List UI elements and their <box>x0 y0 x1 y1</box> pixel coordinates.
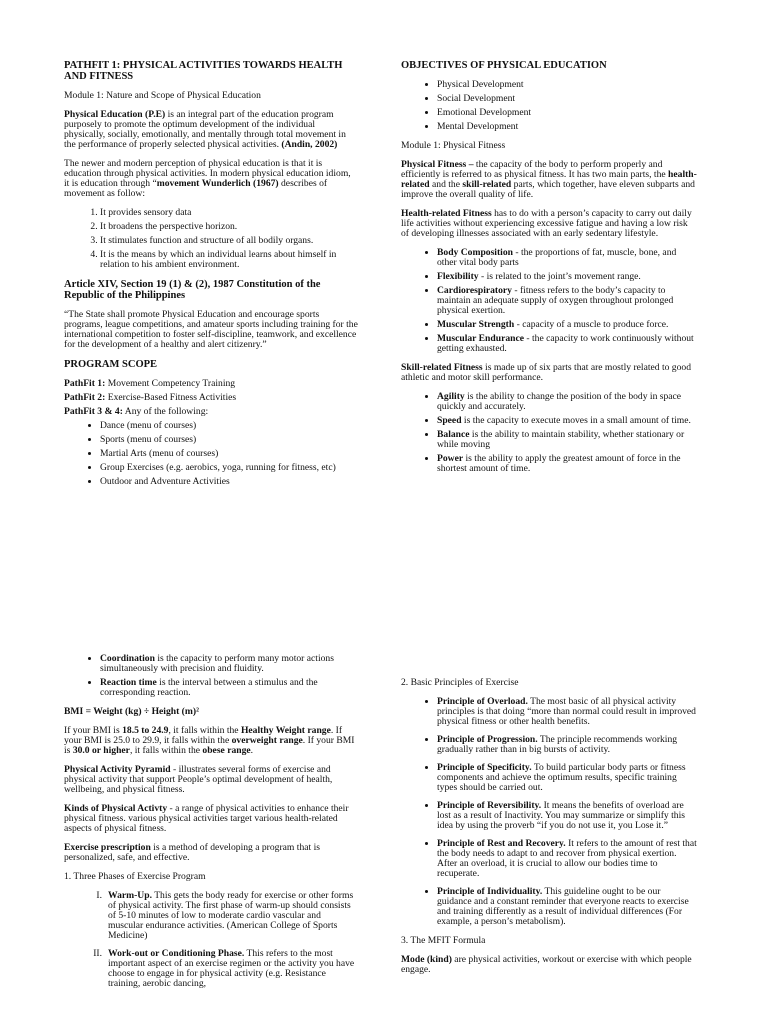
exercise-prescription-text: is a method of developing a program that is personalized, safe, and effective. <box>64 842 320 863</box>
skill-component-term: Reaction time <box>100 677 157 688</box>
phase-number: I. <box>96 890 102 901</box>
course-list-item: • Outdoor and Adventure Activities <box>100 477 358 487</box>
health-component-text: - the proportions of fat, muscle, bone, and other vital body parts <box>437 247 677 268</box>
principle-term: Principle of Overload. <box>437 696 528 707</box>
right-column-top <box>401 60 697 483</box>
health-related-fitness-text: has to do with a person’s capacity to carry out daily life activities without experiencing excessive fatigue and having a low risk of developing illnesses associated with an early sedentary lifestyle. <box>401 208 692 239</box>
objectives-list-item: • Emotional Development <box>437 108 697 118</box>
skill-related-fitness-text: is made up of six parts that are mostly related to good athletic and motor skill performance. <box>401 362 691 383</box>
physical-fitness-pre: the capacity of the body to perform properly and efficiently is referred to as physical fitness. It has two main parts, the <box>401 159 669 180</box>
principle-text: It refers to the amount of rest that the body needs to adapt to and recover from physical exertion. After an overload, it is crucial to allow our bodies time to recuperate. <box>437 838 697 879</box>
movement-list-item: 2. It broadens the perspective horizon. <box>100 222 358 232</box>
skill-component-text: is the ability to maintain stability, whether stationary or while moving <box>437 429 685 450</box>
page-bottom-half <box>0 640 760 1024</box>
bmi-text-pre: If your BMI is <box>64 725 123 736</box>
principle-term: Principle of Specificity. <box>437 762 532 773</box>
principle-item <box>437 735 697 755</box>
skill-related-term: skill-related <box>462 179 512 190</box>
activity-pyramid-definition <box>64 765 358 795</box>
kinds-activity-text: - a range of physical activities to enhance their physical fitness. various physical activities target various health-related aspects of physical fitness. <box>64 803 349 834</box>
health-component-text: - the capacity to work continuously without getting exhausted. <box>437 333 694 354</box>
basic-principles-heading: 2. Basic Principles of Exercise <box>401 677 519 688</box>
bmi-healthy-range-value: 18.5 to 24.9 <box>122 725 169 736</box>
phase-item <box>84 891 358 941</box>
bmi-obese-value: 30.0 or higher <box>72 745 130 756</box>
course-list <box>64 421 358 487</box>
health-component-term: Body Composition <box>437 247 513 258</box>
wunderlich-citation: Wunderlich (1967) <box>201 178 279 189</box>
health-related-fitness-term: Health-related Fitness <box>401 208 492 219</box>
pathfit-2-label: PathFit 2: <box>64 392 106 403</box>
phase-term: Warm-Up. <box>108 890 152 901</box>
bmi-text-mid-2: . If your BMI is 25.0 to 29.9, it falls within the <box>64 725 343 746</box>
movement-intro-post: describes of movement as follow: <box>64 178 328 199</box>
constitution-quote: “The State shall promote Physical Education and encourage sports programs, league competitions, and amateur sports including training for the international competition to foster self-discipline, teamwork, and excellence for the development of a healthy and alert citizenry.” <box>64 309 358 350</box>
phase-item <box>84 949 358 989</box>
health-component-text: - capacity of a muscle to produce force. <box>514 319 669 330</box>
principle-term: Principle of Individuality. <box>437 886 543 897</box>
health-component-item <box>437 320 697 330</box>
principle-text: To build particular body parts or fitness components and achieve the optimum results, specific training types should be carried out. <box>437 762 686 793</box>
bmi-formula: BMI = Weight (kg) ÷ Height (m)² <box>64 706 199 717</box>
skill-component-item <box>437 454 697 474</box>
skill-component-text: is the capacity to perform many motor actions simultaneously with precision and fluidity. <box>100 653 334 674</box>
pathfit-3-4-line <box>64 407 358 417</box>
principle-term: Principle of Progression. <box>437 734 538 745</box>
pathfit-3-4-label: PathFit 3 & 4: <box>64 406 123 417</box>
bmi-ranges <box>64 726 358 756</box>
pe-definition-citation: (Andin, 2002) <box>281 139 338 150</box>
skill-component-term: Power <box>437 453 464 464</box>
pathfit-3-4-text: Any of the following: <box>122 406 209 417</box>
health-component-item <box>437 286 697 316</box>
principle-text: It means the benefits of overload are lost as a result of Inactivity. You may summarize or simplify this idea by using the proverb “if you do not use it, you Lose it.” <box>437 800 685 831</box>
skill-components-list <box>401 392 697 474</box>
activity-pyramid-text: - illustrates several forms of exercise and physical activity that support People’s optimal development of health, wellbeing, and physical fitness. <box>64 764 333 795</box>
principle-term: Principle of Rest and Recovery. <box>437 838 566 849</box>
skill-component-term: Speed <box>437 415 462 426</box>
principle-term: Principle of Reversibility. <box>437 800 542 811</box>
skill-component-item <box>100 654 358 674</box>
physical-fitness-mid: and the <box>429 179 463 190</box>
skill-component-text: is the capacity to execute moves in a small amount of time. <box>461 415 691 426</box>
health-component-term: Flexibility <box>437 271 479 282</box>
skill-component-item <box>100 678 358 698</box>
health-related-fitness-definition <box>401 209 697 239</box>
physical-fitness-module-heading: Module 1: Physical Fitness <box>401 140 506 151</box>
exercise-prescription-term: Exercise prescription <box>64 842 151 853</box>
pe-definition-term: Physical Education (P.E) <box>64 109 166 120</box>
movement-intro-pre: The newer and modern perception of physical education is that it is education through physical activities. In modern physical education idiom, it is education through “ <box>64 158 351 189</box>
movement-intro <box>64 159 358 199</box>
health-component-term: Cardiorespiratory <box>437 285 512 296</box>
left-column-top <box>64 60 358 496</box>
health-component-text: - fitness refers to the body’s capacity to maintain an adequate supply of oxygen throughout prolonged physical exertion. <box>437 285 674 316</box>
principle-text: The principle recommends working gradually rather than in big bursts of activity. <box>437 734 678 755</box>
principle-text: The most basic of all physical activity principles is that doing “more than normal could result in improved physical fitness or other health benefits. <box>437 696 696 727</box>
movement-term: movement <box>156 178 200 189</box>
health-component-term: Muscular Strength <box>437 319 515 330</box>
skill-component-text: is the interval between a stimulus and the corresponding reaction. <box>100 677 318 698</box>
movement-list-item: 1. It provides sensory data <box>100 208 358 218</box>
skill-related-fitness-term: Skill-related Fitness <box>401 362 483 373</box>
principle-item <box>437 887 697 927</box>
pathfit-2-line <box>64 393 358 403</box>
principle-item <box>437 763 697 793</box>
kinds-activity-term: Kinds of Physical Activty <box>64 803 168 814</box>
health-related-term: health-related <box>401 169 697 190</box>
skill-component-term: Agility <box>437 391 465 402</box>
objectives-list-item: • Mental Development <box>437 122 697 132</box>
pathfit-1-text: Movement Competency Training <box>105 378 236 389</box>
movement-list-item: 3. It stimulates function and structure of all bodily organs. <box>100 236 358 246</box>
principles-list <box>401 697 697 927</box>
skill-component-term: Balance <box>437 429 470 440</box>
bmi-text-mid-3: . If your BMI is <box>64 735 355 756</box>
health-components-list <box>401 248 697 354</box>
phase-body <box>108 891 358 941</box>
skill-component-item <box>437 416 697 426</box>
phase-body <box>108 949 358 989</box>
health-component-item <box>437 248 697 268</box>
phase-text: This refers to the most important aspect of an exercise regimen or the activity you have choose to engage in for physical activity (e.g. Resistance training, aerobic dancing, <box>108 948 355 989</box>
mode-text: are physical activities, workout or exercise with which people engage. <box>401 954 692 975</box>
principle-item <box>437 839 697 879</box>
health-component-term: Muscular Endurance <box>437 333 524 344</box>
skill-components-continued-list <box>64 654 358 698</box>
objectives-list-item: • Physical Development <box>437 80 697 90</box>
course-list-item: • Martial Arts (menu of courses) <box>100 449 358 459</box>
right-column-bottom <box>401 678 697 984</box>
course-list-item: • Group Exercises (e.g. aerobics, yoga, running for fitness, etc) <box>100 463 358 473</box>
skill-component-text: is the ability to apply the greatest amount of force in the shortest amount of time. <box>437 453 681 474</box>
phase-text: This gets the body ready for exercise or other forms of physical activity. The first phase of warm-up should consists of 5-10 minutes of low to moderate cardio vascular and muscular endurance activities. (American College of Sports Medicine) <box>108 890 354 941</box>
phase-term: Work-out or Conditioning Phase. <box>108 948 245 959</box>
health-component-item <box>437 334 697 354</box>
document-title: PATHFIT 1: PHYSICAL ACTIVITIES TOWARDS HEALTH AND FITNESS <box>64 60 343 82</box>
program-scope-heading: PROGRAM SCOPE <box>64 359 158 370</box>
physical-fitness-definition <box>401 160 697 200</box>
activity-pyramid-term: Physical Activity Pyramid <box>64 764 171 775</box>
pe-definition-body: is an integral part of the education program purposely to promote the optimum development of the individual physically, socially, emotionally, and mentally through total movement in the performance of properly selected physical activities. <box>64 109 346 150</box>
bmi-text-end: . <box>250 745 254 756</box>
three-phases-heading: 1. Three Phases of Exercise Program <box>64 871 206 882</box>
health-component-text: - is related to the joint’s movement range. <box>478 271 641 282</box>
kinds-activity-definition <box>64 804 358 834</box>
skill-component-item <box>437 430 697 450</box>
pathfit-1-line <box>64 379 358 389</box>
course-list-item: • Dance (menu of courses) <box>100 421 358 431</box>
mfit-heading: 3. The MFIT Formula <box>401 935 486 946</box>
phase-number: II. <box>93 948 102 959</box>
bmi-healthy-label: Healthy Weight range <box>240 725 331 736</box>
objectives-heading: OBJECTIVES OF PHYSICAL EDUCATION <box>401 60 607 71</box>
pe-definition <box>64 110 358 150</box>
skill-component-item <box>437 392 697 412</box>
mode-definition <box>401 955 697 975</box>
principle-item <box>437 801 697 831</box>
health-component-item <box>437 272 697 282</box>
skill-related-fitness-definition <box>401 363 697 383</box>
pathfit-2-text: Exercise-Based Fitness Activities <box>105 392 237 403</box>
skill-component-text: is the ability to change the position of the body in space quickly and accurately. <box>437 391 682 412</box>
constitution-heading: Article XIV, Section 19 (1) & (2), 1987 Constitution of the Republic of the Philippines <box>64 279 321 301</box>
bmi-obese-label: obese range <box>202 745 251 756</box>
course-list-item: • Sports (menu of courses) <box>100 435 358 445</box>
principle-item <box>437 697 697 727</box>
movement-list-item: 4. It is the means by which an individual learns about himself in relation to his ambient environment. <box>100 250 358 270</box>
physical-fitness-post: parts, which together, have eleven subparts and improve the overall quality of life. <box>401 179 695 200</box>
pathfit-1-label: PathFit 1: <box>64 378 106 389</box>
mode-term: Mode (kind) <box>401 954 452 965</box>
bmi-text-mid-4: , it falls within the <box>129 745 203 756</box>
exercise-prescription-definition <box>64 843 358 863</box>
principle-text: This guideline ought to be our guidance and a constant reminder that everyone reacts to exercise and training differently as a result of individual differences (For example, a person’s metabolism). <box>437 886 689 927</box>
objectives-list-item: • Social Development <box>437 94 697 104</box>
left-column-bottom <box>64 654 358 998</box>
bmi-overweight-label: overweight range <box>231 735 303 746</box>
physical-fitness-term: Physical Fitness – <box>401 159 474 170</box>
bmi-text-mid-1: , it falls within the <box>168 725 241 736</box>
objectives-list <box>401 80 697 132</box>
phases-list <box>64 891 358 989</box>
skill-component-term: Coordination <box>100 653 155 664</box>
module-1-heading: Module 1: Nature and Scope of Physical Education <box>64 90 261 101</box>
movement-list <box>64 208 358 270</box>
